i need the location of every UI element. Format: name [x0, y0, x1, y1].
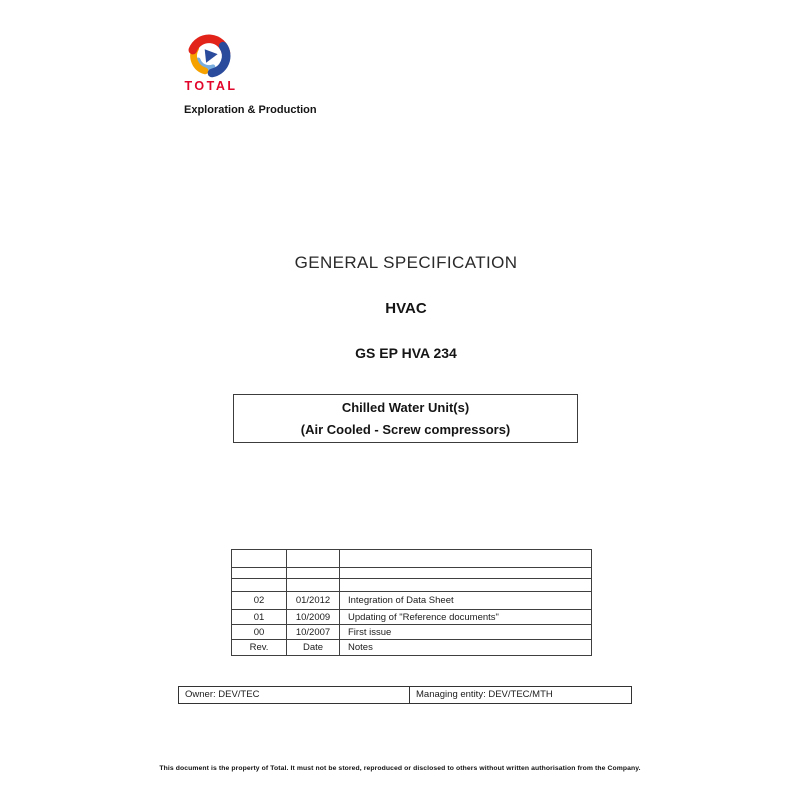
- notes-header-cell: Notes: [340, 640, 592, 656]
- rev-cell: [232, 550, 287, 568]
- property-notice: This document is the property of Total. It must not be stored, reproduced or disclosed to others without written authorisation from the Company.: [159, 765, 641, 772]
- revision-table: [231, 549, 592, 656]
- revision-row-empty: [232, 550, 592, 568]
- notes-cell: Integration of Data Sheet: [340, 592, 592, 610]
- rev-header-cell: Rev.: [232, 640, 287, 656]
- revision-header-row: [232, 640, 592, 656]
- date-header-cell: Date: [287, 640, 340, 656]
- rev-cell: 01: [232, 610, 287, 625]
- rev-cell: 02: [232, 592, 287, 610]
- notes-cell: First issue: [340, 625, 592, 640]
- date-cell: [287, 568, 340, 579]
- date-cell: 01/2012: [287, 592, 340, 610]
- rev-cell: [232, 568, 287, 579]
- rev-cell: [232, 579, 287, 592]
- date-cell: 10/2007: [287, 625, 340, 640]
- rev-cell: 00: [232, 625, 287, 640]
- subject-line-1: Chilled Water Unit(s): [341, 399, 470, 415]
- owner-cell: Owner: DEV/TEC: [179, 687, 410, 703]
- notes-cell: Updating of "Reference documents": [340, 610, 592, 625]
- managing-entity-cell: Managing entity: DEV/TEC/MTH: [416, 689, 553, 700]
- revision-row: [232, 610, 592, 625]
- total-wordmark: TOTAL: [184, 79, 238, 93]
- discipline-title: HVAC: [385, 300, 427, 317]
- date-cell: 10/2009: [287, 610, 340, 625]
- division-label: Exploration & Production: [184, 104, 317, 116]
- ownership-bar: [178, 686, 632, 704]
- revision-row-empty: [232, 568, 592, 579]
- notes-cell: [340, 568, 592, 579]
- doc-code: GS EP HVA 234: [355, 345, 457, 361]
- date-cell: [287, 579, 340, 592]
- notes-cell: [340, 550, 592, 568]
- revision-row-empty: [232, 579, 592, 592]
- doc-type-title: GENERAL SPECIFICATION: [294, 253, 518, 272]
- revision-row: [232, 592, 592, 610]
- total-globe-icon: [186, 33, 232, 79]
- date-cell: [287, 550, 340, 568]
- revision-row: [232, 625, 592, 640]
- subject-line-2: (Air Cooled - Screw compressors): [300, 421, 511, 437]
- subject-box: [233, 394, 578, 443]
- notes-cell: [340, 579, 592, 592]
